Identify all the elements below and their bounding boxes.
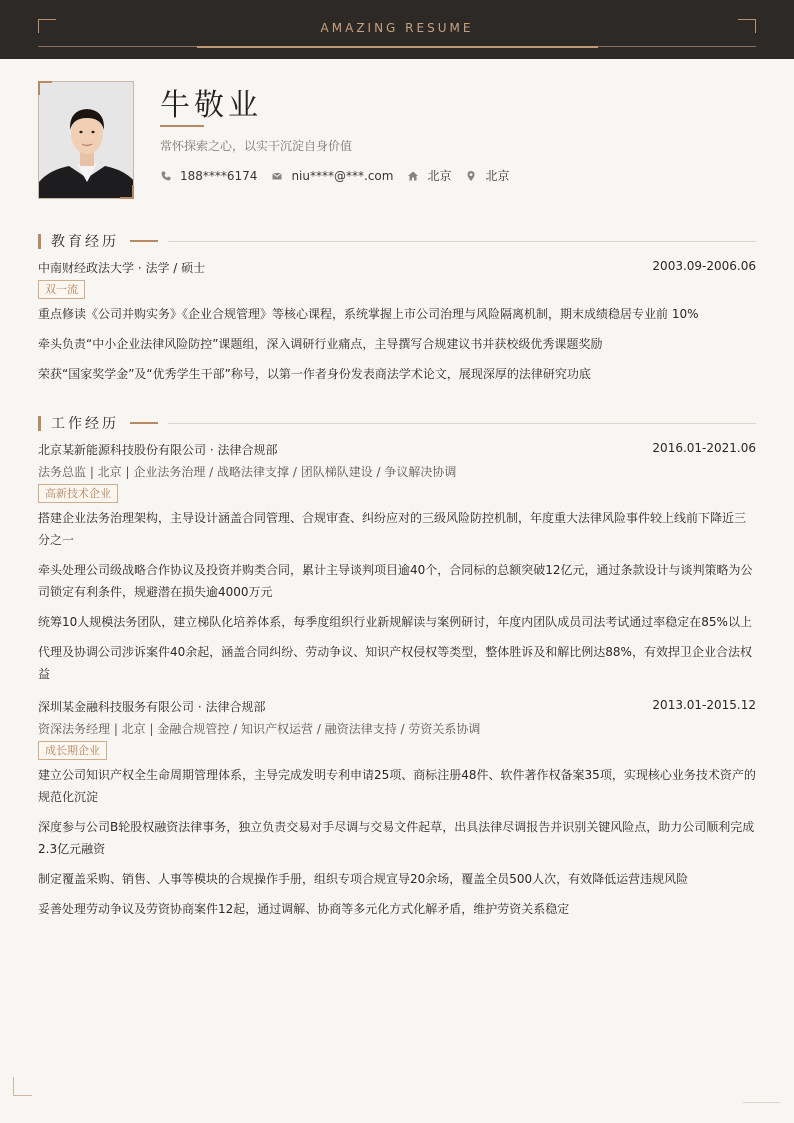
job-item: 深度参与公司B轮股权融资法律事务，独立负责交易对手尽调与交易文件起草，出具法律尽调报告并识别关键风险点，助力公司顺利完成2.3亿元融资 (38, 820, 755, 856)
job-item: 建立公司知识产权全生命周期管理体系，主导完成发明专利申请25项、商标注册48件、软件著作权备案35项，实现核心业务技术资产的规范化沉淀 (38, 768, 756, 804)
contact-row (160, 167, 523, 184)
mail-icon (271, 170, 283, 182)
name-underline (160, 125, 204, 127)
section-bar (38, 416, 41, 431)
work-section-title (38, 413, 756, 433)
education-header-row (38, 259, 756, 276)
job-item: 妥善处理劳动争议及劳资协商案件12起，通过调解、协商等多元化方式化解矛盾，维护劳资关系稳定 (38, 902, 570, 916)
section-bar (38, 234, 41, 249)
section-rule (168, 241, 756, 242)
contact-email (271, 169, 393, 183)
section-accent-line (130, 422, 158, 424)
company-line: 北京某新能源科技股份有限公司 · 法律合规部 (38, 443, 278, 457)
corner-ornament (13, 1077, 32, 1096)
job-header-row (38, 441, 756, 458)
avatar (38, 81, 134, 199)
education-item: 牵头负责“中小企业法律风险防控”课题组，深入调研行业痛点，主导撰写合规建议书并获校级优秀课题奖励 (38, 337, 603, 351)
header-band (0, 0, 794, 59)
email-address: niu****@***.com (291, 168, 394, 183)
location-pin-icon (465, 170, 477, 182)
job-item: 搭建企业法务治理架构，主导设计涵盖合同管理、合规审查、纠纷应对的三级风险防控机制，年度重大法律风险事件较上线前下降近三分之一 (38, 511, 747, 547)
contact-home (407, 167, 451, 184)
location-city: 北京 (485, 169, 510, 183)
company-tag: 高新技术企业 (38, 484, 118, 503)
phone-icon (160, 170, 172, 182)
section-rule (168, 423, 756, 424)
job-subtitle: 法务总监 | 北京 | 企业法务治理 / 战略法律支撑 / 团队梯队建设 / 争议解决协调 (38, 465, 457, 479)
section-label: 教育经历 (51, 234, 119, 250)
education-item: 荣获“国家奖学金”及“优秀学生干部”称号，以第一作者身份发表商法学术论文，展现深厚的法律研究功底 (38, 367, 591, 381)
header-accent-divider (197, 46, 598, 48)
job-subtitle: 资深法务经理 | 北京 | 金融合规管控 / 知识产权运营 / 融资法律支持 / 劳资关系协调 (38, 722, 481, 736)
photo-corner-ornament (120, 185, 134, 199)
education-item: 重点修读《公司并购实务》《企业合规管理》等核心课程，系统掌握上市公司治理与风险隔离机制，期末成绩稳居专业前 10% (38, 307, 699, 321)
job-item: 制定覆盖采购、销售、人事等模块的合规操作手册，组织专项合规宣导20余场，覆盖全员500人次，有效降低运营违规风险 (38, 872, 689, 886)
job-item: 代理及协调公司涉诉案件40余起，涵盖合同纠纷、劳动争议、知识产权侵权等类型，整体胜诉及和解比例达88%，有效捍卫企业合法权益 (38, 645, 752, 681)
phone-number: 188****6174 (180, 168, 258, 183)
home-icon (407, 170, 419, 182)
job-item: 统筹10人规模法务团队，建立梯队化培养体系，每季度组织行业新规解读与案例研讨，年度内团队成员司法考试通过率稳定在85%以上 (38, 615, 752, 629)
footer-rule (743, 1102, 780, 1103)
contact-phone (160, 169, 257, 183)
job-date: 2013.01-2015.12 (652, 698, 756, 712)
photo-corner-ornament (38, 81, 52, 95)
section-accent-line (130, 240, 158, 242)
job-header-row (38, 698, 756, 715)
education-tag: 双一流 (38, 280, 85, 299)
school-line: 中南财经政法大学 · 法学 / 硕士 (38, 261, 206, 275)
brand-title: AMAZING RESUME (320, 21, 474, 35)
candidate-name: 牛敬业 (160, 88, 262, 123)
company-tag: 成长期企业 (38, 741, 107, 760)
education-section-title (38, 231, 756, 251)
company-line: 深圳某金融科技服务有限公司 · 法律合规部 (38, 700, 266, 714)
section-label: 工作经历 (51, 416, 119, 432)
home-city: 北京 (427, 169, 452, 183)
job-date: 2016.01-2021.06 (652, 441, 756, 455)
contact-location (465, 167, 509, 184)
job-item: 牵头处理公司级战略合作协议及投资并购类合同，累计主导谈判项目逾40个，合同标的总额突破12亿元，通过条款设计与谈判策略为公司锁定有利条件，规避潜在损失逾4000万元 (38, 563, 753, 599)
education-date: 2003.09-2006.06 (652, 259, 756, 273)
motto: 常怀探索之心，以实干沉淀自身价值 (160, 139, 353, 153)
